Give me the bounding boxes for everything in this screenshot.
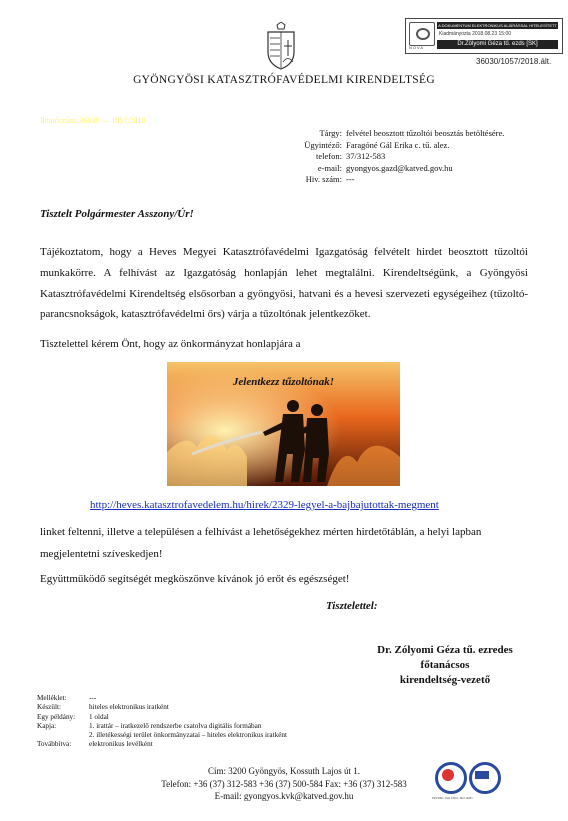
meta-value: Faragóné Gál Erika c. tű. alez.	[346, 139, 450, 150]
meta-row-subject	[268, 128, 504, 140]
meta-row-email	[268, 163, 504, 175]
stamp-signer: Dr.Zölyomi Géza tű. ezds [SK]	[437, 40, 558, 49]
coat-of-arms-icon	[262, 22, 300, 70]
recruitment-banner-image	[167, 362, 400, 486]
enclosure-row	[37, 740, 287, 749]
meta-label: Hiv. szám:	[305, 174, 342, 184]
meta-value: ---	[346, 174, 355, 184]
enclosure-value: 1. irattár – iratkezelő rendszerbe csatolva digitális formában	[89, 721, 262, 730]
enclosure-row	[37, 722, 287, 731]
recruitment-link[interactable]: http://heves.katasztrofavedelem.hu/hirek/2329-legyel-a-bajbajutottak-megment	[90, 499, 439, 511]
enclosure-key: Továbbítva:	[37, 740, 72, 749]
body-paragraph-4: Együttműködő segítségét megköszönve kívánok jó erőt és egészséget!	[40, 573, 350, 585]
stamp-brand: NOVA	[409, 45, 425, 50]
meta-label: telefon:	[316, 151, 342, 161]
enclosure-value: 2. illetékességi terület önkormányzatai – hiteles elektronikus iratként	[89, 731, 287, 740]
stamp-date: Kiadmányozta 2018.08.23 15:00	[439, 31, 511, 37]
footer-address: Cím: 3200 Gyöngyös, Kossuth Lajos út 1.	[207, 766, 360, 776]
enclosure-list	[37, 694, 287, 750]
enclosure-key: Kapja:	[37, 721, 57, 730]
faded-reference-line: Iktatószám: 36030 — 1057/2018	[40, 116, 146, 125]
enclosure-key: Melléklet:	[37, 694, 67, 702]
iqnet-cert-icon	[469, 762, 501, 794]
electronic-signature-stamp	[405, 18, 563, 54]
signer-role: kirendeltség-vezető	[399, 674, 491, 686]
meta-value: felvétel beosztott tűzoltói beosztás betöltésére.	[346, 128, 505, 138]
cert-standards: ISO 9001, ISO 27001, ISO 14001	[432, 796, 473, 800]
organization-name: GYÖNGYÖSI KATASZTRÓFAVÉDELMI KIRENDELTSÉG	[133, 74, 435, 86]
meta-value: gyongyos.gazd@katved.gov.hu	[346, 162, 453, 173]
signer-name: Dr. Zólyomi Géza tű. ezredes	[377, 644, 513, 656]
enclosure-row	[37, 713, 287, 722]
salutation: Tisztelt Polgármester Asszony/Úr!	[40, 208, 194, 220]
footer-phones: Telefon: +36 (37) 312-583 +36 (37) 500-584 Fax: +36 (37) 312-583	[161, 778, 407, 789]
enclosure-key: Készült:	[37, 703, 61, 712]
footer-email: E-mail: gyongyos.kvk@katved.gov.hu	[214, 791, 354, 801]
meta-label: Ügyintéző:	[304, 139, 342, 150]
body-paragraph-3: linket feltenni, illetve a településen a felhívást a lehetőségekhez mérten hirdetőtáblán, a helyi lapban megjelentetni szíveskedjen!	[40, 526, 482, 560]
enclosure-row	[37, 703, 287, 712]
signer-rank: főtanácsos	[420, 659, 470, 671]
enclosure-row	[37, 731, 287, 740]
quality-cert-icon	[435, 762, 467, 794]
meta-row-phone	[268, 151, 504, 163]
enclosure-key	[37, 731, 89, 740]
enclosure-value: hiteles elektronikus iratként	[89, 703, 169, 712]
enclosure-value: 1 oldal	[89, 712, 109, 721]
body-paragraph-1: Tájékoztatom, hogy a Heves Megyei Katasztrófavédelmi Igazgatóság felvételt hirdet beosztott tűzoltói munkakörre. A felhívást az Igazgatóság honlapján lehet megtalálni. Kirendeltségünk, a Gyöngyösi Katasztrófavédelmi Kirendeltség elsősorban a gyöngyösi, hatvani és a hevesi szervezeti egységeihez (tűzoltó-parancsnokságok, katasztrófavédelmi őrs) várja a tűzoltónak jelentkezőket.	[40, 246, 528, 321]
meta-row-reference	[268, 174, 504, 186]
meta-label: Tárgy:	[319, 128, 342, 138]
registration-number: 36030/1057/2018.ált.	[476, 57, 552, 66]
body-paragraph-2: Tisztelettel kérem Önt, hogy az önkormányzat honlapjára a	[40, 338, 301, 350]
meta-label: e-mail:	[317, 162, 342, 173]
meta-row-officer	[268, 140, 504, 152]
certification-logos	[432, 762, 498, 808]
signature-logo-icon	[409, 22, 435, 46]
enclosure-value: ---	[89, 694, 97, 702]
meta-value: 37/312-583	[346, 151, 386, 161]
enclosure-key: Egy példány:	[37, 712, 76, 721]
signature-block	[360, 643, 530, 688]
banner-caption: Jelentkezz tűzoltónak!	[232, 376, 335, 388]
stamp-title: A DOKUMENTUM ELEKTRONIKUS ALÁÍRÁSSAL HITELESÍTETT	[438, 23, 557, 28]
letter-meta	[268, 128, 504, 186]
enclosure-row	[37, 694, 287, 703]
enclosure-value: elektronikus levélként	[89, 740, 153, 749]
closing: Tisztelettel:	[326, 600, 378, 612]
